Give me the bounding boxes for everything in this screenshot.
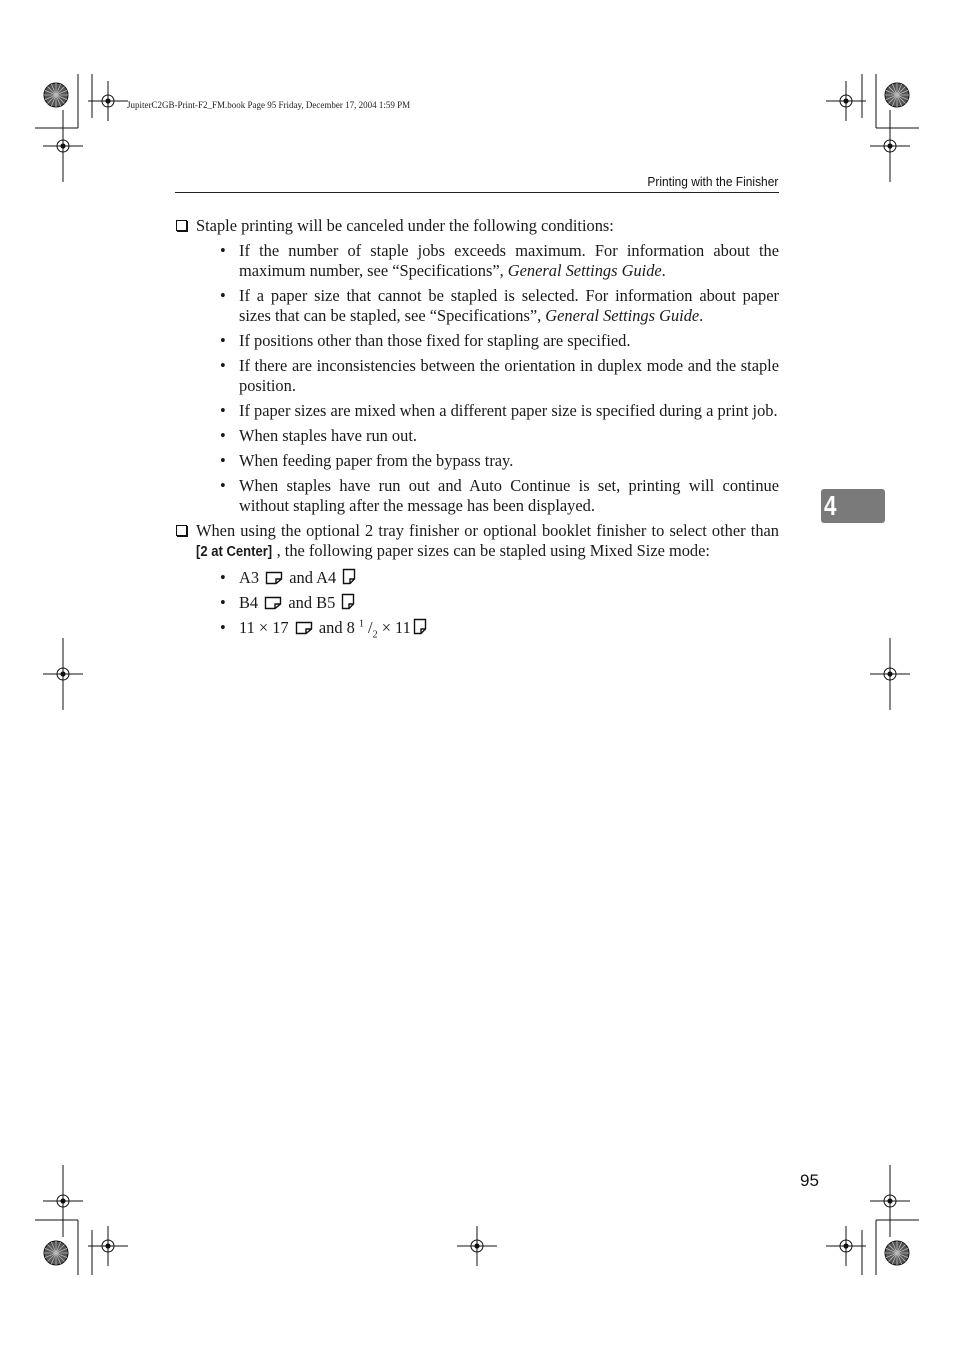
landscape-paper-icon bbox=[264, 596, 282, 610]
print-info-line: JupiterC2GB-Print-F2_FM.book Page 95 Friday, December 17, 2004 1:59 PM bbox=[127, 100, 411, 110]
portrait-paper-icon bbox=[341, 593, 355, 610]
bullet-icon: • bbox=[220, 451, 226, 470]
note-checkbox-icon bbox=[176, 220, 187, 231]
note-staple-canceled bbox=[175, 216, 779, 516]
page-number: 95 bbox=[800, 1171, 819, 1190]
cancel-conditions-list bbox=[196, 241, 779, 516]
header-rule bbox=[175, 192, 779, 193]
list-item: • If a paper size that cannot be stapled is selected. For information about paper sizes that can be stapled, see “Specifications”, General Settings Guide. bbox=[220, 286, 779, 325]
list-item: • If paper sizes are mixed when a different paper size is specified during a print job. bbox=[220, 401, 778, 420]
key-2-at-center: [2 at Center] bbox=[196, 544, 273, 560]
portrait-paper-icon bbox=[342, 568, 356, 585]
running-head: Printing with the Finisher bbox=[647, 174, 778, 189]
list-item: • When staples have run out and Auto Continue is set, printing will continue without stapling after the message has been displayed. bbox=[220, 476, 779, 515]
bullet-icon: • bbox=[220, 356, 226, 375]
bullet-icon: • bbox=[220, 568, 226, 587]
mixed-size-list bbox=[196, 568, 779, 641]
bullet-icon: • bbox=[220, 426, 226, 445]
note-text: Staple printing will be canceled under the following conditions: bbox=[196, 216, 614, 235]
list-item: • If there are inconsistencies between the orientation in duplex mode and the staple position. bbox=[220, 356, 779, 395]
list-item: • 11 × 17 and 8 $^1$ $/_2 \times 11$ bbox=[196, 618, 779, 638]
list-item: • If positions other than those fixed for stapling are specified. bbox=[220, 331, 631, 350]
landscape-paper-icon bbox=[295, 621, 313, 635]
bullet-icon: • bbox=[220, 593, 226, 612]
portrait-paper-icon bbox=[413, 618, 427, 635]
bullet-icon: • bbox=[220, 241, 226, 260]
landscape-paper-icon bbox=[265, 571, 283, 585]
list-item: • A3 and A4 bbox=[196, 568, 779, 588]
list-item: • When staples have run out. bbox=[220, 426, 417, 445]
note-mixed-size: When using the optional 2 tray finisher or optional booklet finisher to select other than [2 at Center] , the following paper sizes can be stapled using Mixed Size mode: • A3 and A4 • B4 and B5 • 11 × 17 and 8 $^1$ $/_2 \times 11$ bbox=[175, 521, 779, 638]
list-item: • B4 and B5 bbox=[196, 593, 779, 613]
bullet-icon: • bbox=[220, 476, 226, 495]
chapter-tab bbox=[821, 489, 885, 523]
bullet-icon: • bbox=[220, 331, 226, 350]
list-item: • When feeding paper from the bypass tray. bbox=[220, 451, 514, 470]
bullet-icon: • bbox=[220, 618, 226, 637]
bullet-icon: • bbox=[220, 286, 226, 305]
list-item: • If the number of staple jobs exceeds maximum. For information about the maximum number, see “Specifications”, General Settings Guide. bbox=[220, 241, 779, 280]
note-checkbox-icon bbox=[176, 525, 187, 536]
chapter-number: 4 bbox=[824, 490, 837, 521]
bullet-icon: • bbox=[220, 401, 226, 420]
page-content bbox=[175, 216, 779, 641]
